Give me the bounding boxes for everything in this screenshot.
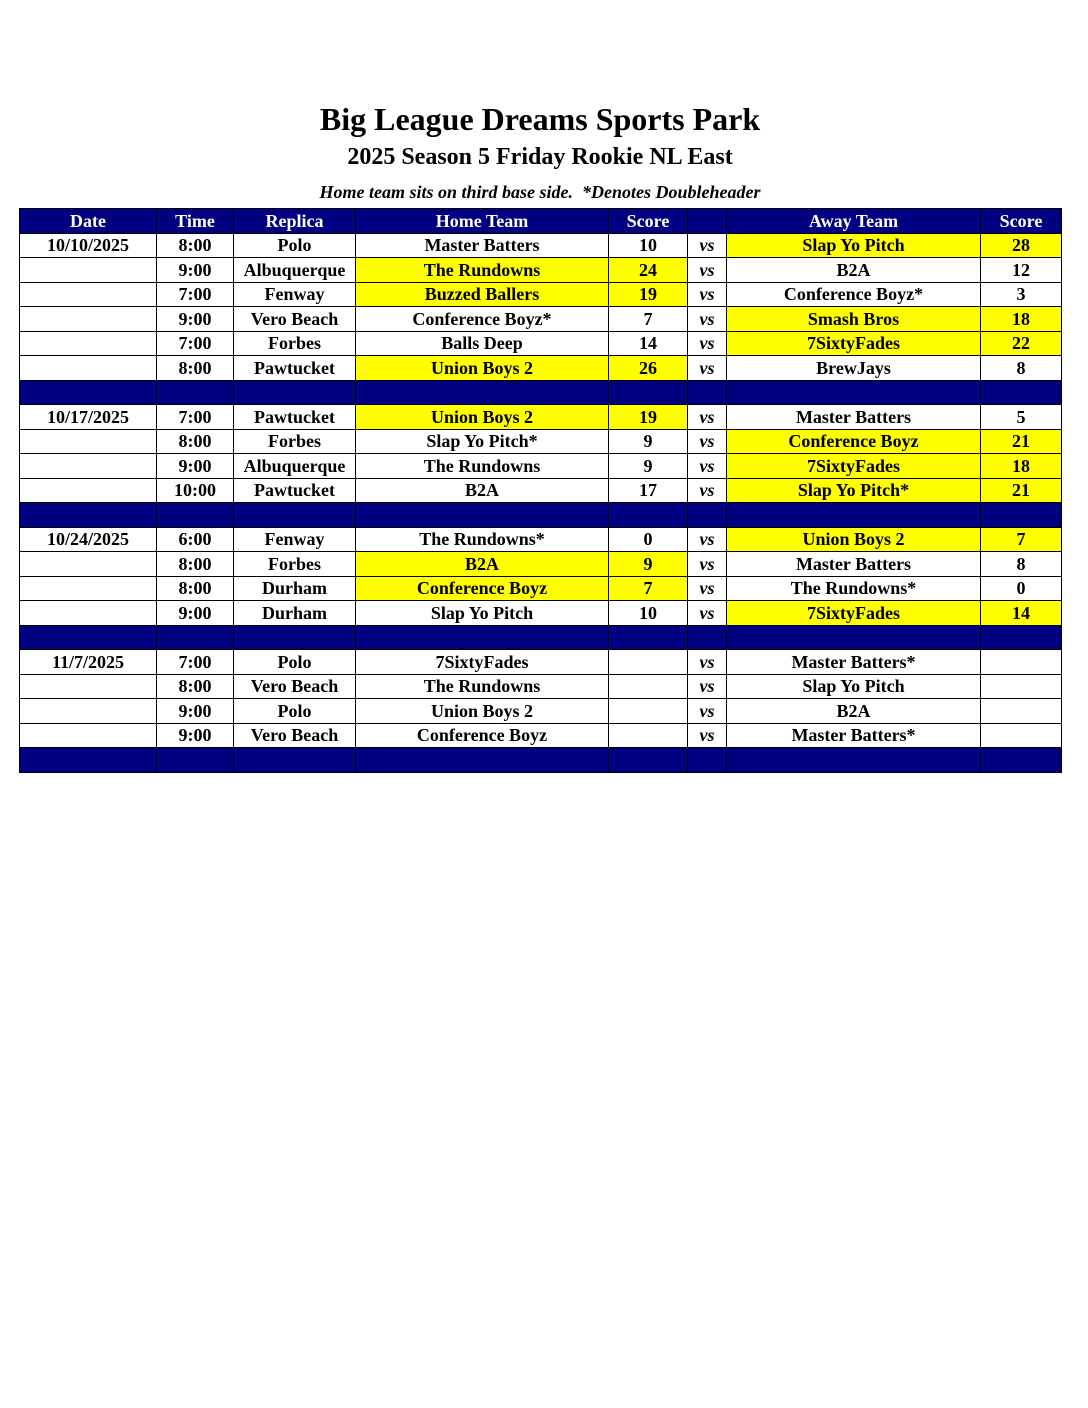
col-header-home-score: Score: [609, 209, 688, 234]
away-score: 12: [981, 258, 1062, 283]
home-team: The Rundowns: [356, 454, 609, 479]
game-date: [20, 282, 157, 307]
away-team: Union Boys 2: [727, 527, 981, 552]
away-score: 3: [981, 282, 1062, 307]
game-time: 9:00: [157, 454, 234, 479]
separator-cell: [981, 625, 1062, 650]
vs-label: vs: [688, 331, 727, 356]
week-separator-row: [20, 380, 1062, 405]
vs-label: vs: [688, 478, 727, 503]
game-replica: Albuquerque: [234, 454, 356, 479]
game-row: [20, 233, 1062, 258]
separator-cell: [727, 380, 981, 405]
separator-cell: [688, 503, 727, 528]
game-date: 11/7/2025: [20, 650, 157, 675]
separator-cell: [157, 503, 234, 528]
game-row: [20, 576, 1062, 601]
vs-label: vs: [688, 650, 727, 675]
col-header-away-team: Away Team: [727, 209, 981, 234]
game-replica: Forbes: [234, 331, 356, 356]
home-score: 19: [609, 282, 688, 307]
separator-cell: [157, 748, 234, 773]
away-score: 14: [981, 601, 1062, 626]
vs-label: vs: [688, 356, 727, 381]
game-replica: Polo: [234, 699, 356, 724]
away-team: 7SixtyFades: [727, 601, 981, 626]
game-time: 8:00: [157, 233, 234, 258]
game-date: 10/24/2025: [20, 527, 157, 552]
separator-cell: [356, 503, 609, 528]
separator-cell: [981, 503, 1062, 528]
game-row: [20, 527, 1062, 552]
home-team: B2A: [356, 552, 609, 577]
away-score: 7: [981, 527, 1062, 552]
separator-cell: [20, 748, 157, 773]
game-row: [20, 258, 1062, 283]
home-team: Balls Deep: [356, 331, 609, 356]
away-team: Slap Yo Pitch: [727, 674, 981, 699]
separator-cell: [234, 748, 356, 773]
separator-cell: [981, 748, 1062, 773]
away-team: Master Batters*: [727, 650, 981, 675]
away-score: [981, 723, 1062, 748]
game-row: [20, 331, 1062, 356]
game-row: [20, 674, 1062, 699]
schedule-body: [20, 233, 1062, 772]
game-replica: Durham: [234, 601, 356, 626]
col-header-vs: [688, 209, 727, 234]
col-header-date: Date: [20, 209, 157, 234]
game-replica: Polo: [234, 233, 356, 258]
game-time: 9:00: [157, 601, 234, 626]
game-date: [20, 723, 157, 748]
separator-cell: [609, 625, 688, 650]
game-time: 7:00: [157, 331, 234, 356]
game-date: [20, 478, 157, 503]
away-team: Smash Bros: [727, 307, 981, 332]
page-title: Big League Dreams Sports Park: [319, 101, 761, 137]
game-replica: Albuquerque: [234, 258, 356, 283]
away-team: B2A: [727, 258, 981, 283]
home-team: 7SixtyFades: [356, 650, 609, 675]
away-score: [981, 650, 1062, 675]
game-date: [20, 454, 157, 479]
away-team: Master Batters: [727, 552, 981, 577]
game-row: [20, 552, 1062, 577]
vs-label: vs: [688, 576, 727, 601]
separator-cell: [688, 625, 727, 650]
game-time: 9:00: [157, 307, 234, 332]
separator-cell: [727, 503, 981, 528]
home-team: Slap Yo Pitch*: [356, 429, 609, 454]
game-replica: Pawtucket: [234, 356, 356, 381]
game-row: [20, 723, 1062, 748]
home-team: Master Batters: [356, 233, 609, 258]
week-separator-row: [20, 748, 1062, 773]
game-row: [20, 601, 1062, 626]
away-score: [981, 674, 1062, 699]
vs-label: vs: [688, 307, 727, 332]
separator-cell: [688, 380, 727, 405]
home-score: 7: [609, 576, 688, 601]
game-row: [20, 650, 1062, 675]
home-team: Conference Boyz: [356, 723, 609, 748]
game-date: [20, 331, 157, 356]
game-date: [20, 699, 157, 724]
separator-cell: [356, 380, 609, 405]
game-time: 9:00: [157, 723, 234, 748]
game-date: [20, 576, 157, 601]
vs-label: vs: [688, 723, 727, 748]
separator-cell: [356, 748, 609, 773]
col-header-away-score: Score: [981, 209, 1062, 234]
home-team: Union Boys 2: [356, 356, 609, 381]
separator-cell: [727, 748, 981, 773]
game-date: [20, 601, 157, 626]
away-team: Conference Boyz: [727, 429, 981, 454]
separator-cell: [688, 748, 727, 773]
col-header-time: Time: [157, 209, 234, 234]
vs-label: vs: [688, 405, 727, 430]
game-time: 8:00: [157, 552, 234, 577]
game-date: [20, 356, 157, 381]
game-replica: Vero Beach: [234, 723, 356, 748]
col-header-home-team: Home Team: [356, 209, 609, 234]
away-score: 8: [981, 356, 1062, 381]
away-score: 8: [981, 552, 1062, 577]
separator-cell: [20, 625, 157, 650]
vs-label: vs: [688, 699, 727, 724]
away-team: Master Batters: [727, 405, 981, 430]
vs-label: vs: [688, 429, 727, 454]
home-score: 24: [609, 258, 688, 283]
game-row: [20, 282, 1062, 307]
game-replica: Pawtucket: [234, 405, 356, 430]
away-team: Conference Boyz*: [727, 282, 981, 307]
game-row: [20, 454, 1062, 479]
week-separator-row: [20, 503, 1062, 528]
game-replica: Fenway: [234, 527, 356, 552]
game-row: [20, 429, 1062, 454]
game-date: [20, 258, 157, 283]
game-time: 10:00: [157, 478, 234, 503]
game-time: 9:00: [157, 699, 234, 724]
game-date: [20, 674, 157, 699]
separator-cell: [234, 503, 356, 528]
game-date: [20, 307, 157, 332]
away-score: 5: [981, 405, 1062, 430]
game-time: 7:00: [157, 405, 234, 430]
away-score: 21: [981, 429, 1062, 454]
away-team: Master Batters*: [727, 723, 981, 748]
game-replica: Durham: [234, 576, 356, 601]
vs-label: vs: [688, 527, 727, 552]
away-team: 7SixtyFades: [727, 331, 981, 356]
home-score: 17: [609, 478, 688, 503]
away-team: 7SixtyFades: [727, 454, 981, 479]
home-team: Conference Boyz: [356, 576, 609, 601]
game-replica: Vero Beach: [234, 674, 356, 699]
separator-cell: [20, 503, 157, 528]
col-header-replica: Replica: [234, 209, 356, 234]
away-team: BrewJays: [727, 356, 981, 381]
away-team: B2A: [727, 699, 981, 724]
game-time: 7:00: [157, 650, 234, 675]
home-score: [609, 723, 688, 748]
home-score: 9: [609, 552, 688, 577]
home-score: 10: [609, 601, 688, 626]
away-score: [981, 699, 1062, 724]
game-row: [20, 307, 1062, 332]
home-team: The Rundowns: [356, 674, 609, 699]
away-team: The Rundowns*: [727, 576, 981, 601]
separator-cell: [609, 503, 688, 528]
game-replica: Vero Beach: [234, 307, 356, 332]
week-separator-row: [20, 625, 1062, 650]
game-replica: Fenway: [234, 282, 356, 307]
separator-cell: [609, 380, 688, 405]
vs-label: vs: [688, 601, 727, 626]
vs-label: vs: [688, 454, 727, 479]
game-time: 8:00: [157, 429, 234, 454]
game-time: 9:00: [157, 258, 234, 283]
game-date: [20, 552, 157, 577]
game-time: 8:00: [157, 356, 234, 381]
separator-cell: [234, 625, 356, 650]
vs-label: vs: [688, 674, 727, 699]
game-replica: Pawtucket: [234, 478, 356, 503]
home-score: 14: [609, 331, 688, 356]
home-score: 7: [609, 307, 688, 332]
header-row: [20, 209, 1062, 234]
home-team: Union Boys 2: [356, 699, 609, 724]
separator-cell: [609, 748, 688, 773]
game-replica: Forbes: [234, 552, 356, 577]
vs-label: vs: [688, 233, 727, 258]
away-team: Slap Yo Pitch*: [727, 478, 981, 503]
game-time: 8:00: [157, 674, 234, 699]
separator-cell: [234, 380, 356, 405]
separator-cell: [356, 625, 609, 650]
separator-cell: [20, 380, 157, 405]
page-subtitle: 2025 Season 5 Friday Rookie NL East: [347, 144, 733, 170]
home-score: 9: [609, 429, 688, 454]
game-replica: Forbes: [234, 429, 356, 454]
home-score: 0: [609, 527, 688, 552]
game-date: [20, 429, 157, 454]
separator-cell: [157, 625, 234, 650]
home-score: 9: [609, 454, 688, 479]
home-score: 26: [609, 356, 688, 381]
away-team: Slap Yo Pitch: [727, 233, 981, 258]
game-date: 10/10/2025: [20, 233, 157, 258]
home-score: 19: [609, 405, 688, 430]
vs-label: vs: [688, 552, 727, 577]
vs-label: vs: [688, 258, 727, 283]
home-team: B2A: [356, 478, 609, 503]
game-replica: Polo: [234, 650, 356, 675]
game-row: [20, 478, 1062, 503]
home-team: Slap Yo Pitch: [356, 601, 609, 626]
away-score: 18: [981, 454, 1062, 479]
home-team: Buzzed Ballers: [356, 282, 609, 307]
home-team: The Rundowns*: [356, 527, 609, 552]
game-time: 8:00: [157, 576, 234, 601]
away-score: 18: [981, 307, 1062, 332]
game-time: 6:00: [157, 527, 234, 552]
home-score: [609, 699, 688, 724]
away-score: 21: [981, 478, 1062, 503]
schedule-table: [19, 208, 1062, 773]
separator-cell: [727, 625, 981, 650]
separator-cell: [157, 380, 234, 405]
game-row: [20, 356, 1062, 381]
home-score: [609, 650, 688, 675]
game-date: 10/17/2025: [20, 405, 157, 430]
separator-cell: [981, 380, 1062, 405]
away-score: 28: [981, 233, 1062, 258]
game-row: [20, 405, 1062, 430]
away-score: 0: [981, 576, 1062, 601]
game-time: 7:00: [157, 282, 234, 307]
vs-label: vs: [688, 282, 727, 307]
schedule-note: Home team sits on third base side. *Denotes Doubleheader: [319, 182, 761, 202]
home-score: [609, 674, 688, 699]
game-row: [20, 699, 1062, 724]
away-score: 22: [981, 331, 1062, 356]
home-score: 10: [609, 233, 688, 258]
home-team: The Rundowns: [356, 258, 609, 283]
home-team: Conference Boyz*: [356, 307, 609, 332]
home-team: Union Boys 2: [356, 405, 609, 430]
